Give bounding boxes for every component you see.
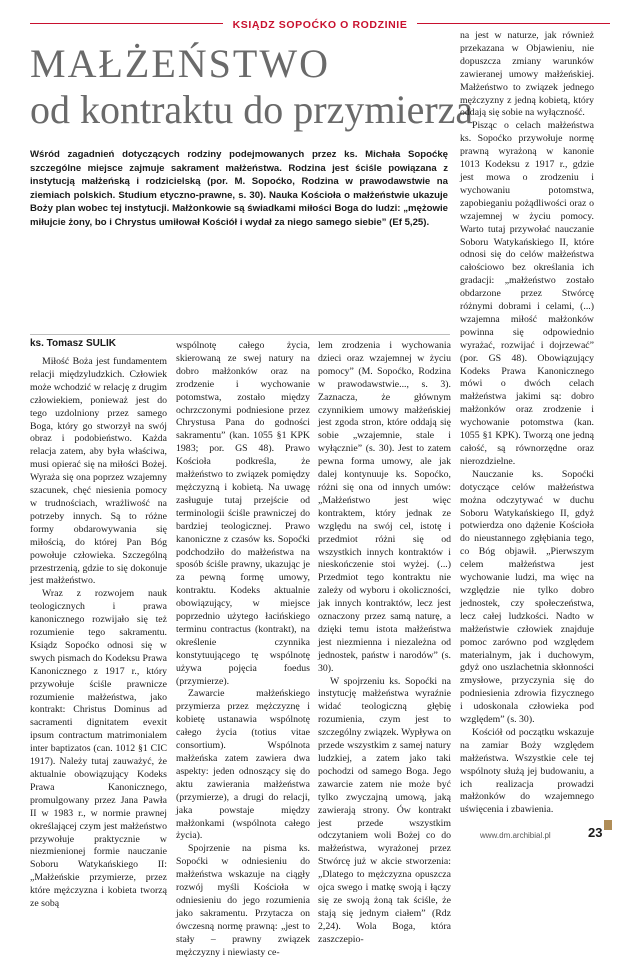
paragraph: Miłość Boża jest fundamentem relacji międzyludzkich. Człowiek może wchodzić w relację z drugim człowiekiem, ponieważ jest do tego uzdolniony przez samego Boga, który go stworzył na swój obraz i podobieństwo. Każda relacja zatem, aby była właściwa, musi opierać się na miłości Bożej. Wyraża się ona poprzez wzajemny szacunek, chęć niesienia pomocy w trudnościach, wrażliwość na potrzeby innych. Są to różne formy obdarowywania się miłością, do której Pan Bóg powołuje człowieka. Szczególną przestrzenią, gdzie to się dokonuje jest małżeństwo. (30, 356, 167, 587)
paragraph: W spojrzeniu ks. Sopoćki na instytucję małżeństwa wyraźnie widać teologiczną głębię rozumienia, czym jest to szczególny związek. Wypływa on przede wszystkim z samej natury ludzkiej, a zatem jako taki pochodzi od samego Boga. Jego zawarcie zatem nie może być tylko zwyczajną umową, jaką zawierają strony. Ów kontrakt jest przede wszystkim odczytaniem woli Bożej co do małżeństwa, wyrażonej przez Stwórcę już w akcie stworzenia: „Dlatego to mężczyzna opuszcza ojca swego i matkę swoją i łączy się ze swoją żoną tak ściśle, że stają się jednym ciałem” (Rdz 2,24). Wola Boga, która zaszczepio- (318, 675, 451, 945)
paragraph: Nauczanie ks. Sopoćki dotyczące celów małżeństwa można odczytywać w duchu Soboru Watykańskiego II, gdyż potwierdza ono dążenie Kościoła do nieustannego zgłębiania tego, co Bóg objawił. „Pierwszym celem małżeństwa jest wychowanie ludzi, ma więc na względzie nie tylko dobro jednostek, czy społeczeństwa, lecz całej ludzkości. Nadto w małżeństwie człowiek znajduje pomoc zarówno pod względem materialnym, jak i duchowym, gdyż ono uszlachetnia skłonności zmysłowe, przyczynia się do podniesienia zdrowia fizycznego i udoskonala człowieka pod względem” (s. 30). (460, 468, 594, 726)
paragraph: Zawarcie małżeńskiego przymierza przez mężczyznę i kobietę ustanawia wspólnotę całego życia (totius vitae consortium). Wspólnota małżeńska zatem zawiera dwa aspekty: jeden odnoszący się do aktu zawierania małżeństwa (przymierze), a drugi do relacji, jaka powstaje między małżonkami (wspólnota całego życia). (176, 688, 310, 842)
paragraph: wspólnotę całego życia, skierowaną ze swej natury na dobro małżonków oraz na zrodzenie i wychowanie potomstwa, zostało między ochrzczonymi podniesione przez Chrystusa Pana do godności sakramentu” (kan. 1055 §1 KPK 1983; por. GS 48). Prawo Kościoła podkreśla, że małżeństwo to związek pomiędzy mężczyzną i kobietą. Na uwagę zasługuje tutaj przejście od terminologii ściśle prawniczej do bardziej teologicznej. Prawo kanoniczne z czasów ks. Sopoćki podchodziło do małżeństwa na sposób ściśle prawny, ukazując je za pewną formę umowy, kontraktu. Kodeks aktualnie obowiązujący, w miejsce poprzednio użytego łacińskiego terminu contractus (kontrakt), na określenie czynnika konstytuującego tę wspólnotę używa pojęcia foedus (przymierze). (176, 340, 310, 687)
paragraph: Kościół od początku wskazuje na zamiar Boży względem małżeństwa. Wszystkie cele tej wspólnoty służą jej budowaniu, a ich realizacja prowadzi małżonków do wzajemnego uświęcenia i zbawienia. (460, 726, 594, 816)
paragraph: Wraz z rozwojem nauk teologicznych i prawa kanonicznego rozwijało się też rozumienie tego sakramentu. Ksiądz Sopoćko odnosi się w swych pismach do Kodeksu Prawa Kanonicznego z 1917 r., który przywołuje ściśle prawnicze rozumienie małżeństwa, jako kontrakt: Christus Dominus ad sacramenti dignitatem evexit ipsum contractum matrimonialem inter baptizatos (can. 1012 §1 CIC 1917). Należy tutaj zauważyć, że aktualnie obowiązujący Kodeks Prawa Kanonicznego, promulgowany przez Jana Pawła II w 1983 r., w normie prawnej określającej czym jest małżeństwo przywołuje praktycznie w niezmienionej formie nauczanie Soboru Watykańskiego II: „Małżeńskie przymierze, przez które mężczyzna i kobieta tworzą ze sobą (30, 588, 167, 910)
paragraph: na jest w naturze, jak również przekazana w Objawieniu, nie dopuszcza zmiany warunków zawieranej umowy małżeńskiej. Małżeństwo to związek jednego mężczyzny z jedną kobietą, który oddają się sobie na wyłączność. (460, 30, 594, 119)
paragraph: Pisząc o celach małżeństwa ks. Sopoćko przywołuje normę prawną wyrażoną w kanonie 1013 Kodeksu z 1917 r., gdzie jest mowa o zrodzeniu i wychowaniu potomstwa, zapobieganiu pożądliwości oraz o wzajemnej w życiu pomocy. Warto tutaj przywołać nauczanie Soboru Watykańskiego II, które odnosi się do celów małżeństwa całościowo bez określania ich gradacji: „małżeństwo zostało obdarzone przez Stwórcę różnymi dobrami i celami, (...) wzajemna miłość małżonków powinna się odpowiednio wyrażać, rozwijać i dojrzewać” (por. GS 48). Obowiązujący Kodeks Prawa Kanonicznego mówi o dwóch celach małżeństwa jakimi są: dobro małżonków oraz zrodzenie i wychowanie potomstwa (kan. 1055 §1 KPK). Tworzą one jedną całość, są równorzędne oraz nierozdzielne. (460, 120, 594, 467)
article-column-4 (460, 30, 594, 822)
article-column-1 (30, 356, 167, 910)
page-number: 23 (588, 825, 603, 840)
footer-url: www.dm.archibial.pl (480, 831, 551, 840)
title-line-1: MAŁŻEŃSTWO (30, 41, 330, 86)
paragraph: Spojrzenie na pisma ks. Sopoćki w odniesieniu do małżeństwa wskazuje na ciągły rozwój myśli Kościoła w odniesieniu do jego rozumienia jako sakramentu. Przytacza on ówczesną normę prawną: „jest to stały – prawny związek mężczyzny i niewiasty ce- (176, 843, 310, 958)
section-label: KSIĄDZ SOPOĆKO O RODZINIE (223, 19, 418, 31)
article-column-2 (176, 340, 310, 958)
article-column-3 (318, 340, 451, 945)
paragraph: lem zrodzenia i wychowania dzieci oraz wzajemnej w życiu pomocy” (M. Sopoćko, Rodzina w prawodawstwie..., s. 3). Zaznacza, że głównym czynnikiem umowy małżeńskiej jest zgoda stron, które oddają się sobie „wzajemnie, stale i wyłącznie” (s. 30). Jest to zatem pewna forma umowy, ale jak dalej kontynuuje ks. Sopoćko, różni się ona od innych umów: „Małżeństwo jest więc kontraktem, który jednak ze względu na swój cel, istotę i przedmiot różni się od wszystkich innych kontraktów i nieskończenie stoi wyżej. (...) Przedmiot tego kontraktu nie zależy od wyboru i okoliczności, jak innych kontraktów, lecz jest oznaczony przez samą naturę, a dzięki temu istota małżeństwa jest niezmienna i niezależna od jednostek, państw i narodów” (s. 30). (318, 340, 451, 674)
page-corner-mark (604, 820, 612, 830)
author-byline: ks. Tomasz SULIK (30, 338, 116, 349)
title-line-2: od kontraktu do przymierza (30, 87, 474, 132)
lead-paragraph: Wśród zagadnień dotyczących rodziny podejmowanych przez ks. Michała Sopoćkę szczególne miejsce zajmuje sakrament małżeństwa. Rodzina jest ściśle powiązana z instytucją małżeńską i rodzicielską (por. M. Sopoćko, Rodzina w prawodawstwie na ziemiach polskich. Studium etyczno-prawne, s. 30). Nauka Kościoła o małżeństwie ukazuje Boży plan wobec tej instytucji. Małżonkowie są świadkami miłości Boga do ludzi: „mężowie miłujcie żony, bo i Chrystus umiłował Kościół i wydał za niego samego siebie” (Ef 5,25). (30, 149, 448, 228)
lead-divider (30, 334, 450, 335)
